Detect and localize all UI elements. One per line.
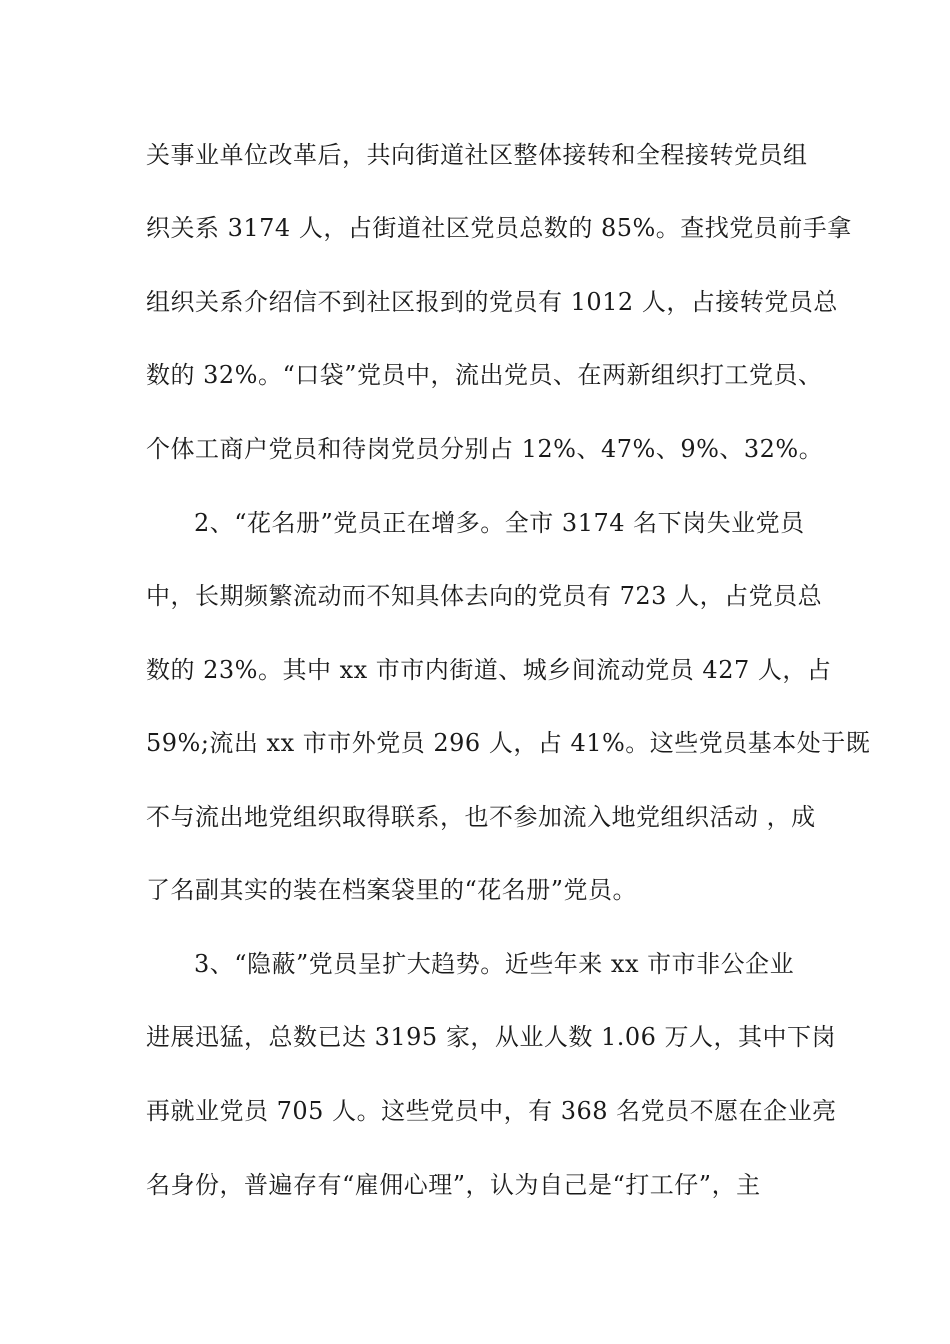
text-line: 数的 23%。其中 xx 市市内街道、城乡间流动党员 427 人，占 (146, 656, 832, 684)
text-line: 个体工商户党员和待岗党员分别占 12%、47%、9%、32%。 (146, 435, 824, 463)
text-line: 进展迅猛，总数已达 3195 家，从业人数 1.06 万人，其中下岗 (146, 1023, 837, 1051)
text-line: 组织关系介绍信不到社区报到的党员有 1012 人，占接转党员总 (146, 288, 838, 316)
text-line: 再就业党员 705 人。这些党员中，有 368 名党员不愿在企业亮 (146, 1097, 837, 1125)
text-line: 了名副其实的装在档案袋里的“花名册”党员。 (146, 876, 638, 904)
paragraph-start-line: 3、“隐蔽”党员呈扩大趋势。近些年来 xx 市市非公企业 (194, 950, 795, 978)
text-line: 不与流出地党组织取得联系，也不参加流入地党组织活动 ，成 (146, 803, 816, 831)
text-line: 关事业单位改革后，共向街道社区整体接转和全程接转党员组 (146, 141, 808, 169)
text-line: 59%;流出 xx 市市外党员 296 人，占 41%。这些党员基本处于既 (146, 729, 871, 757)
text-line: 中，长期频繁流动而不知具体去向的党员有 723 人，占党员总 (146, 582, 823, 610)
text-line: 织关系 3174 人，占街道社区党员总数的 85%。查找党员前手拿 (146, 214, 852, 242)
text-line: 名身份，普遍存有“雇佣心理”，认为自己是“打工仔”，主 (146, 1171, 761, 1199)
paragraph-start-line: 2、“花名册”党员正在增多。全市 3174 名下岗失业党员 (194, 509, 805, 537)
text-line: 数的 32%。“口袋”党员中，流出党员、在两新组织打工党员、 (146, 361, 823, 389)
